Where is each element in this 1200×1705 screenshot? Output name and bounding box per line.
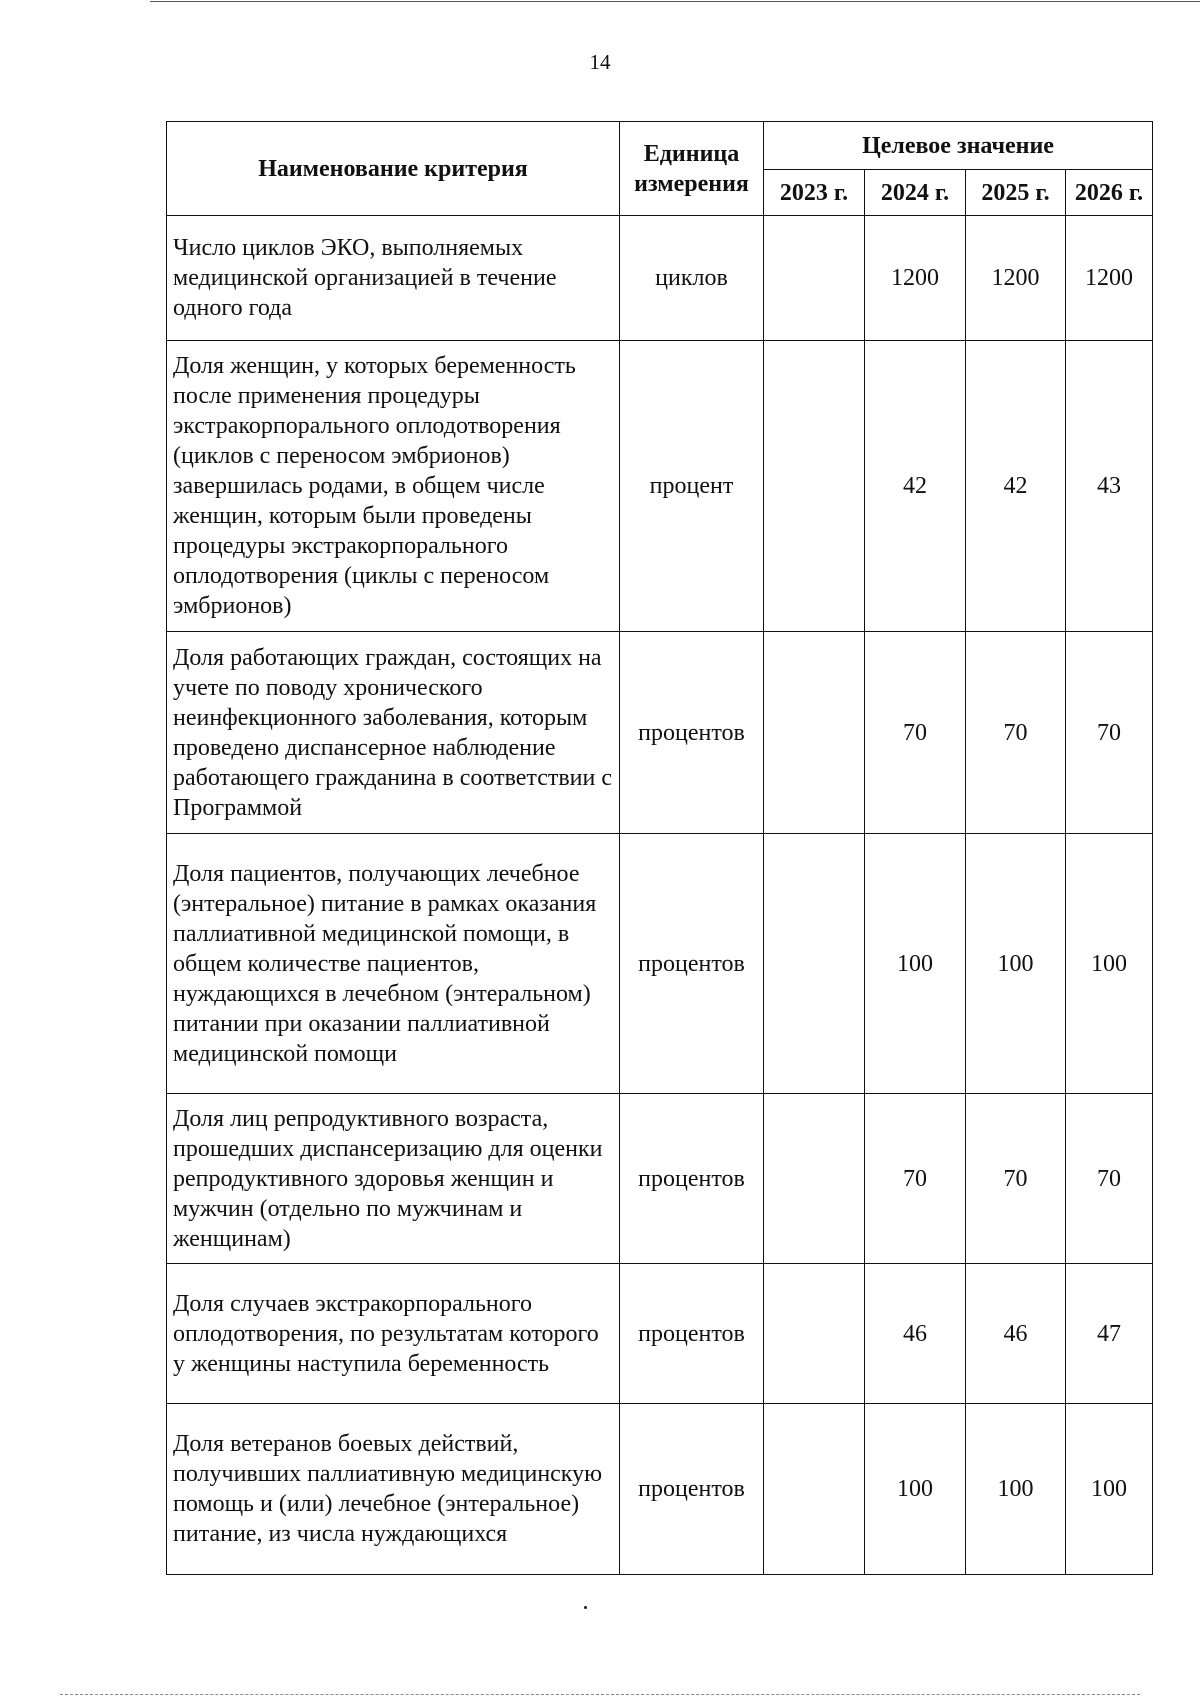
value-2026: 100 [1066,1404,1153,1575]
table-row [167,341,1153,632]
header-target-value: Целевое значение [764,122,1153,170]
table-row [167,632,1153,834]
criteria-table [166,121,1153,1575]
value-2024: 70 [865,632,966,834]
table-row [167,216,1153,341]
criterion-unit: циклов [620,216,764,341]
criterion-name: Число циклов ЭКО, выполняемых медицинской организацией в течение одного года [167,216,620,341]
header-year-2024: 2024 г. [865,170,966,216]
table-row [167,1404,1153,1575]
header-year-2023: 2023 г. [764,170,865,216]
value-2023 [764,1094,865,1264]
value-2024: 70 [865,1094,966,1264]
value-2023 [764,1404,865,1575]
value-2025: 70 [966,632,1066,834]
value-2023 [764,632,865,834]
criterion-name: Доля случаев экстракорпорального оплодотворения, по результатам которого у женщины наступила беременность [167,1264,620,1404]
criterion-unit: процентов [620,1404,764,1575]
value-2024: 100 [865,834,966,1094]
value-2024: 1200 [865,216,966,341]
value-2024: 42 [865,341,966,632]
value-2025: 46 [966,1264,1066,1404]
table-row [167,834,1153,1094]
value-2026: 100 [1066,834,1153,1094]
value-2025: 100 [966,834,1066,1094]
value-2023 [764,216,865,341]
criterion-unit: процент [620,341,764,632]
scan-speck [584,1606,587,1609]
value-2026: 1200 [1066,216,1153,341]
value-2026: 47 [1066,1264,1153,1404]
criterion-name: Доля женщин, у которых беременность после применения процедуры экстракорпорального оплодотворения (циклов с переносом эмбрионов) завершилась родами, в общем числе женщин, которым были проведены процедуры экстракорпорального оплодотворения (циклы с переносом эмбрионов) [167,341,620,632]
value-2026: 70 [1066,1094,1153,1264]
table-row [167,1094,1153,1264]
value-2024: 100 [865,1404,966,1575]
scan-edge-bottom [60,1694,1140,1695]
value-2025: 1200 [966,216,1066,341]
value-2025: 42 [966,341,1066,632]
value-2025: 100 [966,1404,1066,1575]
criterion-unit: процентов [620,632,764,834]
value-2023 [764,834,865,1094]
header-criterion: Наименование критерия [167,122,620,216]
criterion-name: Доля ветеранов боевых действий, получивших паллиативную медицинскую помощь и (или) лечебное (энтеральное) питание, из числа нуждающихся [167,1404,620,1575]
header-unit: Единица измерения [620,122,764,216]
value-2023 [764,341,865,632]
header-year-2025: 2025 г. [966,170,1066,216]
value-2025: 70 [966,1094,1066,1264]
criterion-unit: процентов [620,1094,764,1264]
page-number: 14 [589,50,611,74]
header-year-2026: 2026 г. [1066,170,1153,216]
value-2023 [764,1264,865,1404]
criterion-name: Доля пациентов, получающих лечебное (энтеральное) питание в рамках оказания паллиативной медицинской помощи, в общем количестве пациентов, нуждающихся в лечебном (энтеральном) питании при оказании паллиативной медицинской помощи [167,834,620,1094]
criterion-name: Доля работающих граждан, состоящих на учете по поводу хронического неинфекционного заболевания, которым проведено диспансерное наблюдение работающего гражданина в соответствии с Программой [167,632,620,834]
value-2026: 70 [1066,632,1153,834]
table-row [167,1264,1153,1404]
value-2026: 43 [1066,341,1153,632]
criterion-unit: процентов [620,834,764,1094]
value-2024: 46 [865,1264,966,1404]
criterion-unit: процентов [620,1264,764,1404]
scan-edge-top [150,1,1200,2]
criterion-name: Доля лиц репродуктивного возраста, прошедших диспансеризацию для оценки репродуктивного здоровья женщин и мужчин (отдельно по мужчинам и женщинам) [167,1094,620,1264]
